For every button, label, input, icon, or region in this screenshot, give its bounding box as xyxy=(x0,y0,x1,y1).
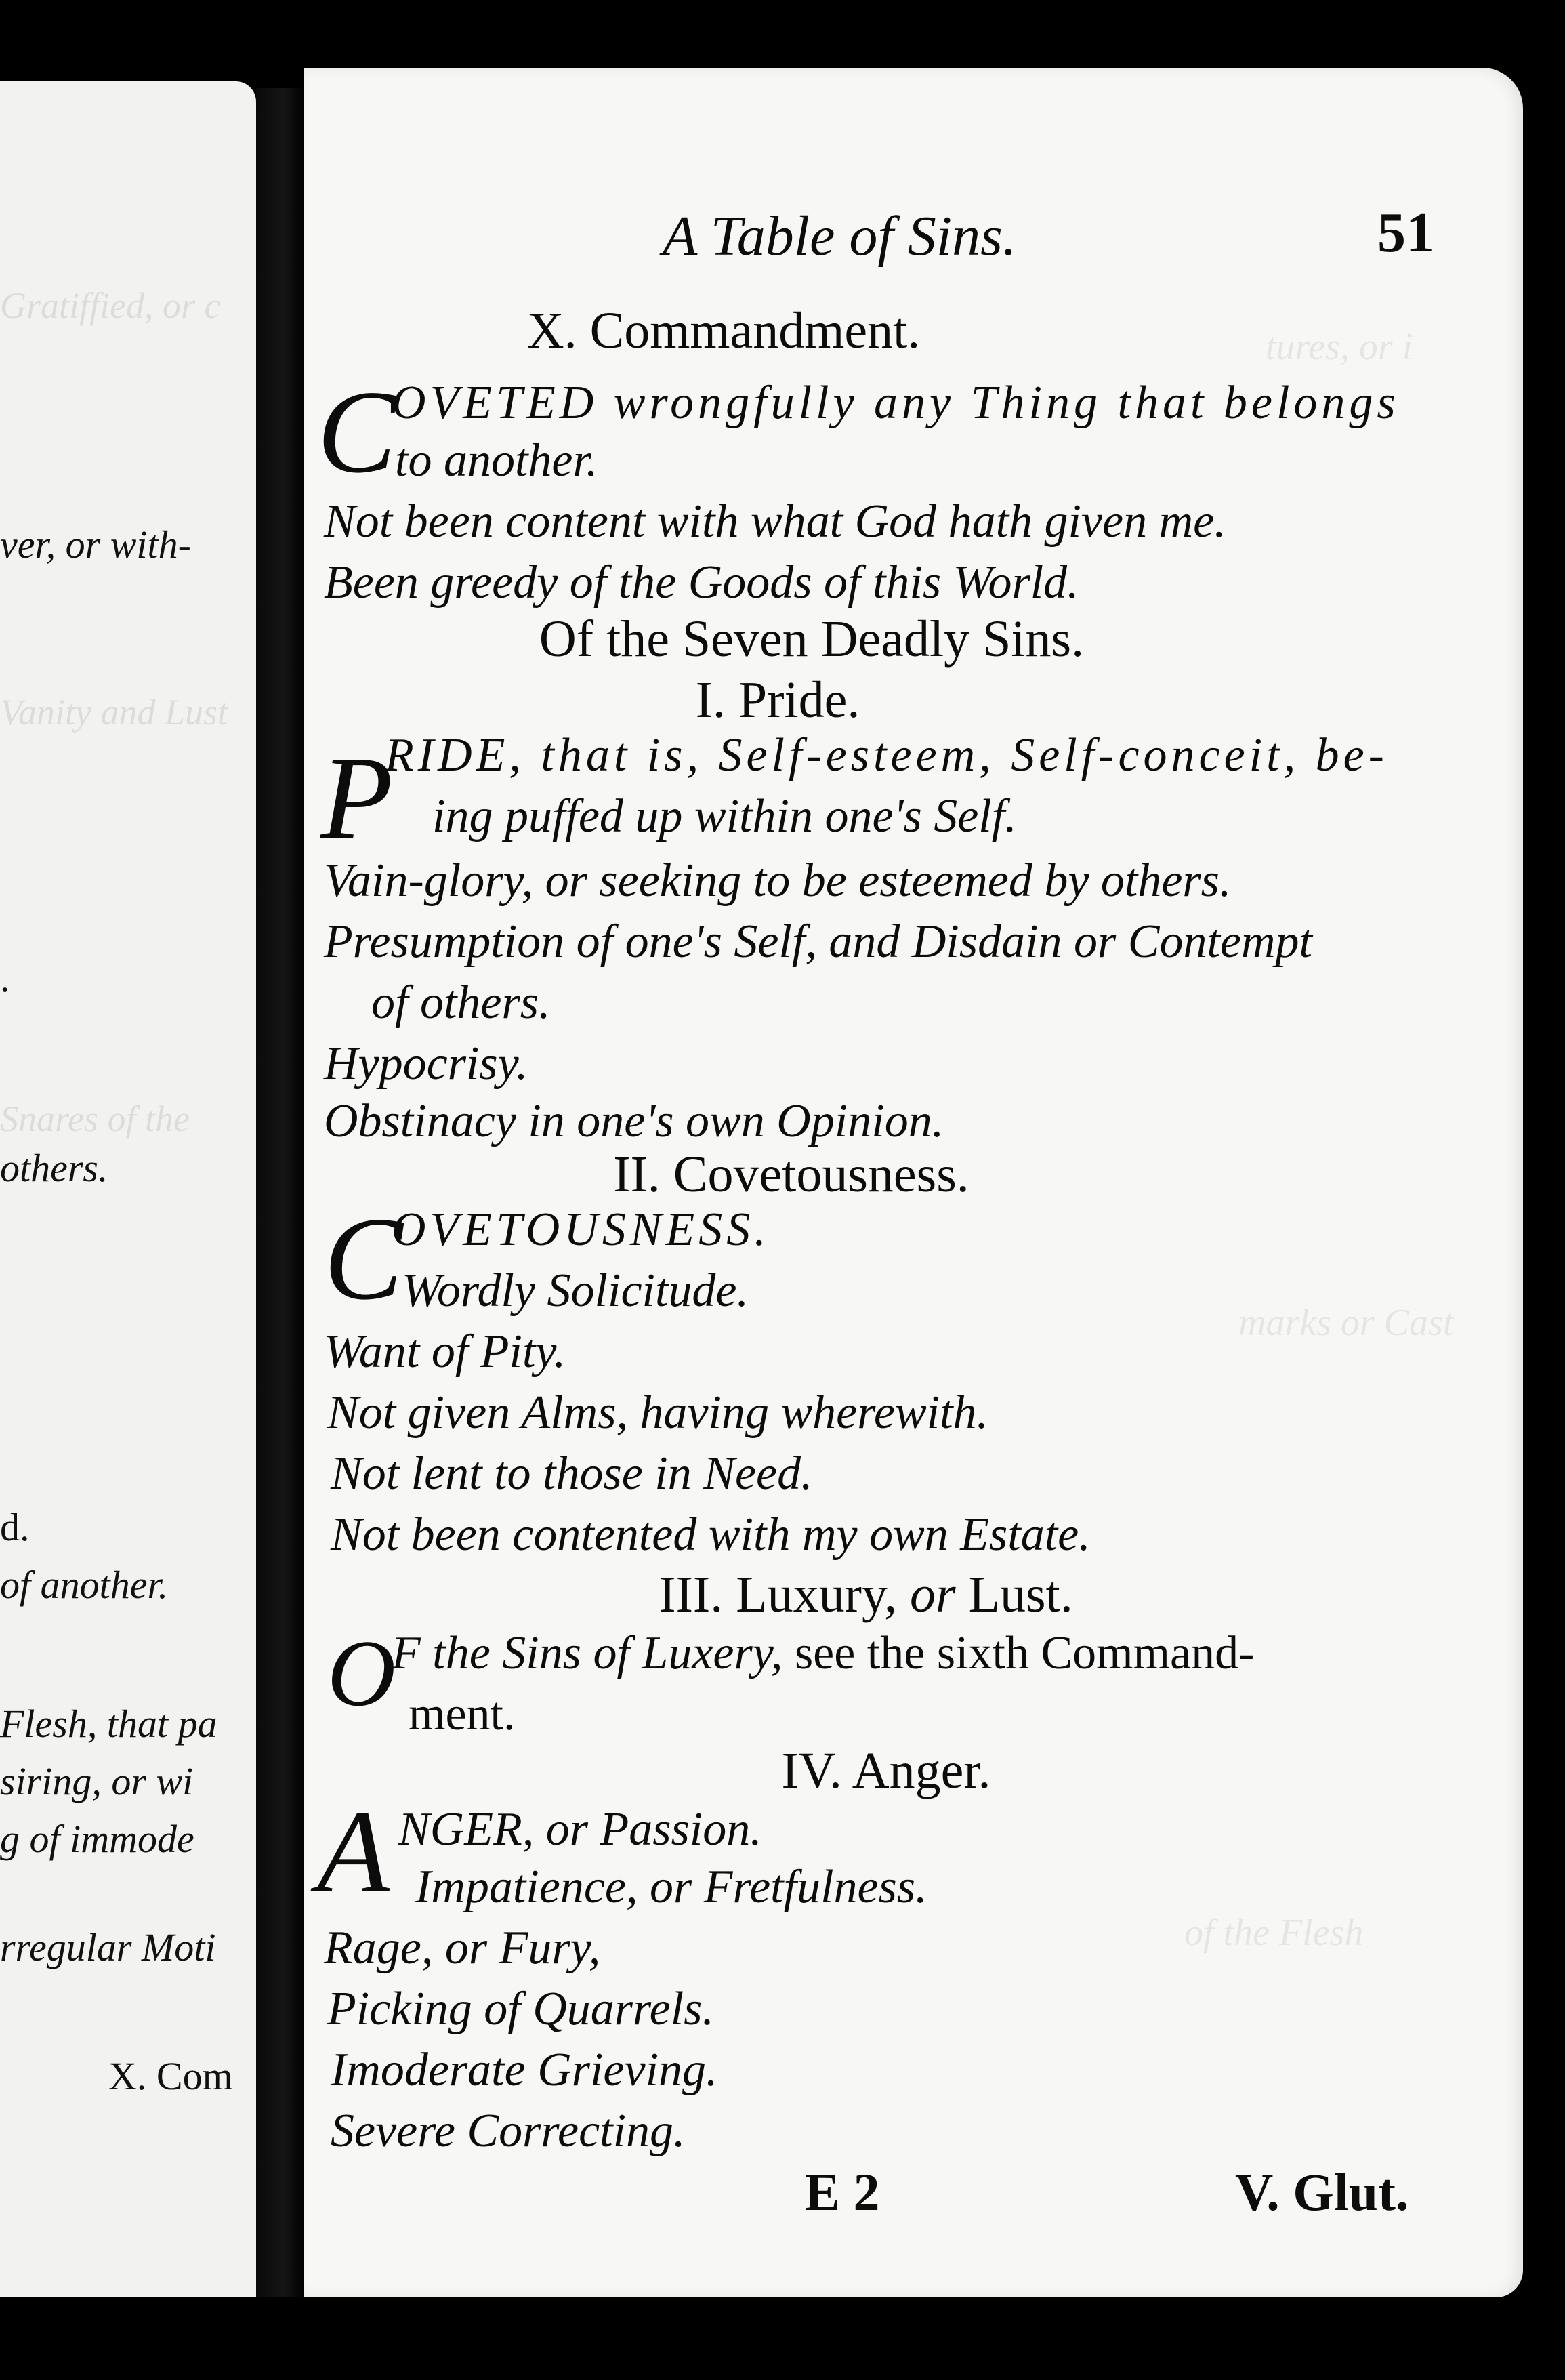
text-line: OVETOUSNESS. xyxy=(392,1204,770,1256)
left-fragment: Flesh, that pa xyxy=(0,1702,217,1746)
section-heading: I. Pride. xyxy=(695,672,860,729)
text-line: Presumption of one's Self, and Disdain or Contempt xyxy=(324,916,1312,968)
text-line: Severe Correcting. xyxy=(331,2105,686,2157)
text-part: F the Sins of Luxery, xyxy=(392,1627,783,1679)
text-line: Been greedy of the Goods of this World. xyxy=(324,556,1079,609)
drop-cap: P xyxy=(320,732,393,863)
text-line: Not given Alms, having wherewith. xyxy=(327,1387,989,1439)
text-line: Not been content with what God hath given me. xyxy=(324,495,1226,548)
drop-cap: C xyxy=(324,1193,403,1324)
section-heading: Of the Seven Deadly Sins. xyxy=(539,611,1085,668)
left-fragment: of another. xyxy=(0,1563,169,1607)
left-fragment: d. xyxy=(0,1505,30,1549)
text-line: Rage, or Fury, xyxy=(324,1922,601,1974)
heading-part: Lust. xyxy=(968,1566,1073,1623)
text-line: ing puffed up within one's Self. xyxy=(432,790,1017,842)
heading-part: III. Luxury, xyxy=(659,1566,898,1623)
signature-mark: E 2 xyxy=(805,2162,880,2221)
drop-cap: O xyxy=(327,1621,396,1726)
text-line: Picking of Quarrels. xyxy=(327,1983,714,2035)
text-line: NGER, or Passion. xyxy=(398,1803,762,1855)
left-fragment: others. xyxy=(0,1146,108,1190)
bleed-through-text: Snares of the xyxy=(0,1099,190,1139)
text-line: Not been contented with my own Estate. xyxy=(331,1509,1091,1561)
section-heading: II. Covetousness. xyxy=(613,1146,969,1203)
page-51 xyxy=(304,68,1523,2297)
catchword: V. Glut. xyxy=(1235,2162,1409,2221)
text-line: Wordly Solicitude. xyxy=(402,1265,749,1317)
text-line xyxy=(392,1626,1254,1681)
bleed-through-text: Vanity and Lust xyxy=(0,692,228,733)
text-line: Imoderate Grieving. xyxy=(331,2044,718,2096)
text-part: see the sixth Command- xyxy=(794,1627,1255,1679)
text-line: Vain-glory, or seeking to be esteemed by others. xyxy=(324,855,1232,907)
text-line: Want of Pity. xyxy=(324,1326,566,1378)
text-line: Obstinacy in one's own Opinion. xyxy=(324,1095,944,1147)
page-number: 51 xyxy=(1377,201,1434,264)
text-line: to another. xyxy=(395,434,598,487)
heading-part: or xyxy=(910,1566,956,1623)
text-line: Hypocrisy. xyxy=(324,1038,528,1090)
text-line: OVETED wrongfully any Thing that belongs xyxy=(392,377,1400,429)
section-heading xyxy=(121,1565,1565,1624)
text-line: RIDE, that is, Self-esteem, Self-conceit, be- xyxy=(385,729,1388,781)
text-line: Impatience, or Fretfulness. xyxy=(415,1861,927,1913)
text-line: of others. xyxy=(371,977,551,1029)
section-heading: IV. Anger. xyxy=(781,1742,991,1799)
text-line: ment. xyxy=(409,1688,516,1740)
bleed-through-text: tures, or i xyxy=(1266,326,1413,368)
drop-cap: A xyxy=(317,1786,390,1917)
left-fragment: . xyxy=(0,956,10,1000)
left-fragment: g of immode xyxy=(0,1817,194,1861)
running-title: A Table of Sins. xyxy=(663,205,1017,268)
drop-cap: C xyxy=(317,366,396,497)
section-heading: X. Commandment. xyxy=(526,302,921,359)
bleed-through-text: of the Flesh xyxy=(1184,1912,1364,1954)
left-fragment: X. Com xyxy=(108,2054,233,2098)
left-fragment: ver, or with- xyxy=(0,522,191,567)
bleed-through-text: Gratiffied, or c xyxy=(0,285,221,326)
left-fragment: rregular Moti xyxy=(0,1925,216,1969)
text-line: Not lent to those in Need. xyxy=(331,1448,813,1500)
left-fragment: siring, or wi xyxy=(0,1759,194,1803)
bleed-through-text: marks or Cast xyxy=(1238,1302,1454,1344)
